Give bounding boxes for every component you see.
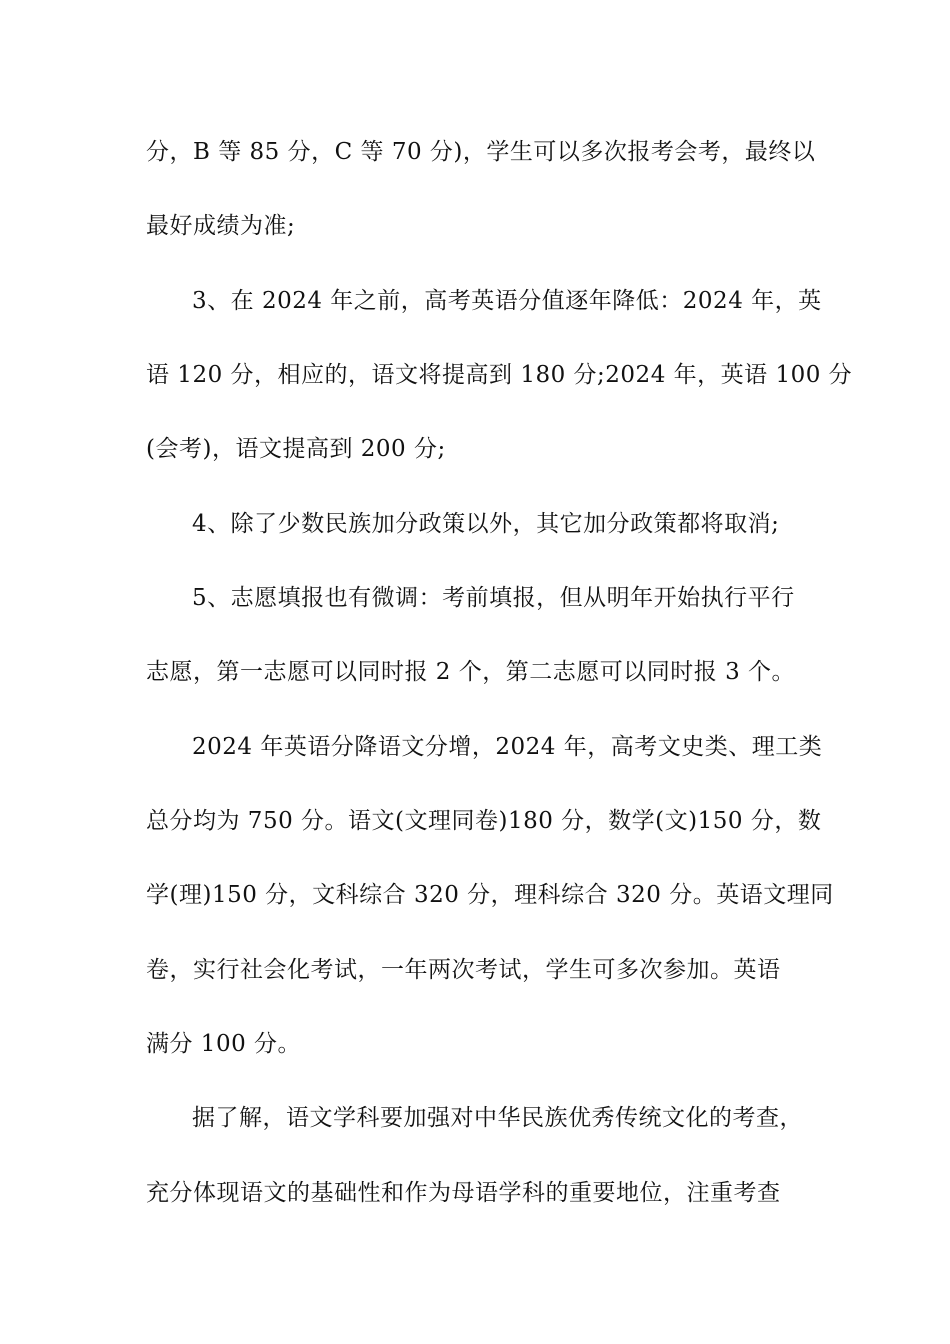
text-line-10: 总分均为 750 分。语文(文理同卷)180 分，数学(文)150 分，数 xyxy=(146,808,822,834)
text-line-1: 分，B 等 85 分，C 等 70 分)，学生可以多次报考会考，最终以 xyxy=(146,139,816,165)
text-line-5: (会考)，语文提高到 200 分; xyxy=(146,436,446,462)
text-line-6: 4、除了少数民族加分政策以外，其它加分政策都将取消; xyxy=(192,511,780,537)
text-line-11: 学(理)150 分，文科综合 320 分，理科综合 320 分。英语文理同 xyxy=(146,882,834,908)
text-line-9: 2024 年英语分降语文分增，2024 年，高考文史类、理工类 xyxy=(192,734,823,760)
text-line-13: 满分 100 分。 xyxy=(146,1031,302,1057)
text-line-2: 最好成绩为准; xyxy=(146,213,296,239)
text-line-7: 5、志愿填报也有微调：考前填报，但从明年开始执行平行 xyxy=(192,585,795,611)
text-line-8: 志愿，第一志愿可以同时报 2 个，第二志愿可以同时报 3 个。 xyxy=(146,659,796,685)
text-line-4: 语 120 分，相应的，语文将提高到 180 分;2024 年，英语 100 分 xyxy=(146,362,853,388)
text-line-14: 据了解，语文学科要加强对中华民族优秀传统文化的考查， xyxy=(192,1105,803,1131)
text-line-15: 充分体现语文的基础性和作为母语学科的重要地位，注重考查 xyxy=(146,1180,781,1206)
text-line-12: 卷，实行社会化考试，一年两次考试，学生可多次参加。英语 xyxy=(146,957,781,983)
text-line-3: 3、在 2024 年之前，高考英语分值逐年降低：2024 年，英 xyxy=(192,288,822,314)
